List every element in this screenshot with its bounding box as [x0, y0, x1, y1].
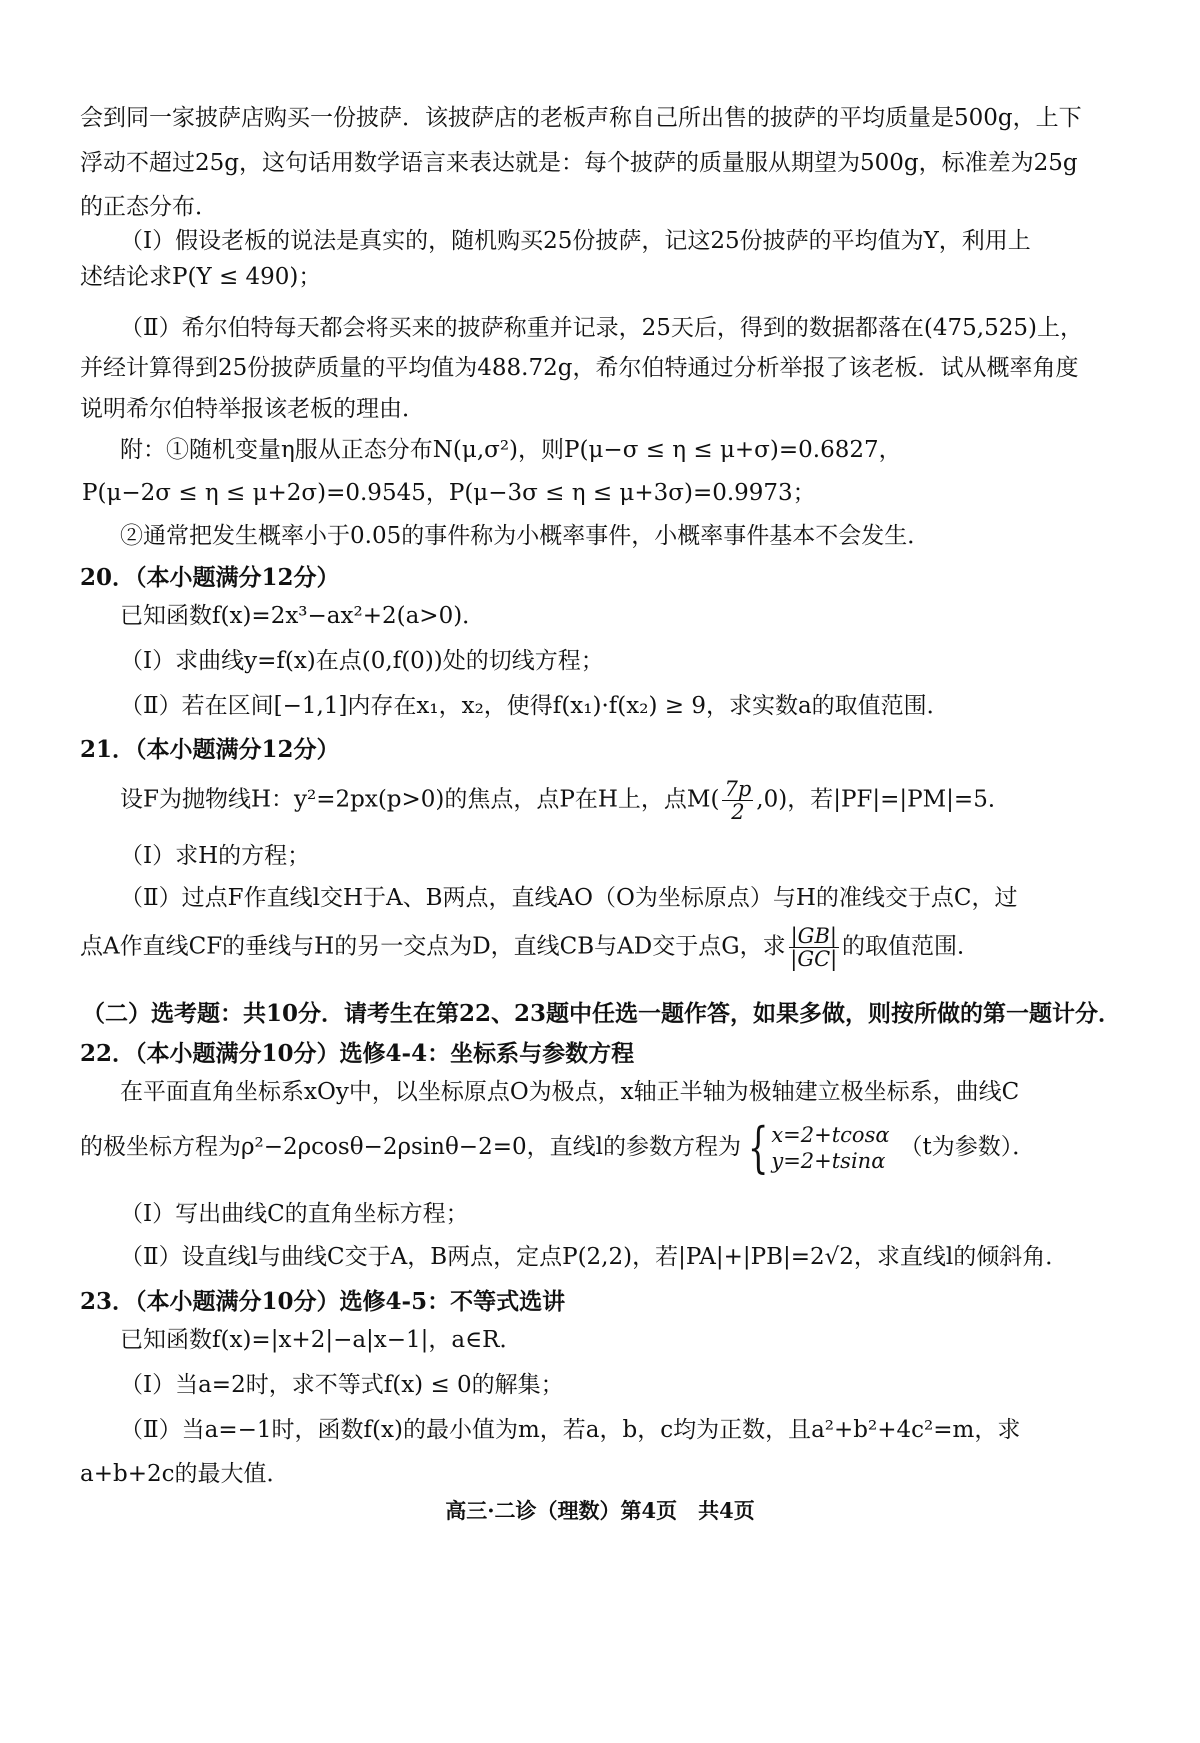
- q20-part2: （Ⅱ）若在区间[−1,1]内存在x₁，x₂，使得f(x₁)·f(x₂) ≥ 9，求实数a的取值范围．: [120, 693, 950, 719]
- q21-heading: 21．（本小题满分12分）: [80, 736, 340, 763]
- q21-part2-line-1: （Ⅱ）过点F作直线l交H于A、B两点，直线AO（O为坐标原点）与H的准线交于点C，过: [120, 885, 1018, 911]
- q23-part2-line-2: a+b+2c的最大值．: [80, 1461, 290, 1487]
- q22-line-2-post: （t为参数）．: [899, 1134, 1036, 1160]
- q20-function: 已知函数f(x)=2x³−ax²+2(a>0)．: [120, 603, 486, 629]
- q21-fraction-den: 2: [731, 800, 745, 825]
- q19-part2-line-1: （Ⅱ）希尔伯特每天都会将买来的披萨称重并记录，25天后，得到的数据都落在(475,525)上，: [120, 315, 1083, 341]
- q22-line-1: 在平面直角坐标系xOy中，以坐标原点O为极点，x轴正半轴为极轴建立极坐标系，曲线C: [120, 1079, 1020, 1105]
- q21-statement-post: ,0)，若|PF|=|PM|=5．: [756, 786, 1011, 813]
- q19-line-2: 浮动不超过25g，这句话用数学语言来表达就是：每个披萨的质量服从期望为500g，标准差为25g: [80, 150, 1078, 176]
- q19-part2-line-2: 并经计算得到25份披萨质量的平均值为488.72g，希尔伯特通过分析举报了该老板．试从概率角度: [80, 355, 1079, 381]
- q23-function: 已知函数f(x)=|x+2|−a|x−1|，a∈R．: [120, 1327, 523, 1353]
- q21-part2-pre: 点A作直线CF的垂线与H的另一交点为D，直线CB与AD交于点G，求: [80, 933, 786, 960]
- q19-part1-line-1: （Ⅰ）假设老板的说法是真实的，随机购买25份披萨，记这25份披萨的平均值为Y，利用上: [120, 228, 1031, 254]
- brace-symbol: {: [747, 1116, 769, 1179]
- q21-fraction: [722, 778, 753, 823]
- q22-part2: （Ⅱ）设直线l与曲线C交于A，B两点，定点P(2,2)，若|PA|+|PB|=2√2，求直线l的倾斜角．: [120, 1244, 1069, 1270]
- q21-fraction-num: 7p: [724, 777, 752, 801]
- q21-ratio-num: |GB|: [790, 924, 837, 948]
- q22-line-2: [80, 1116, 1036, 1179]
- q21-part2-post: 的取值范围．: [841, 933, 980, 960]
- q20-heading: 20．（本小题满分12分）: [80, 564, 340, 591]
- page-footer: 高三·二诊（理数）第4页 共4页: [445, 1498, 755, 1523]
- q23-part1: （Ⅰ）当a=2时，求不等式f(x) ≤ 0的解集；: [120, 1372, 564, 1398]
- q22-line-2-pre: 的极坐标方程为ρ²−2ρcosθ−2ρsinθ−2=0，直线l的参数方程为: [80, 1134, 741, 1160]
- q19-note-2: P(μ−2σ ≤ η ≤ μ+2σ)=0.9545，P(μ−3σ ≤ η ≤ μ+3σ)=0.9973；: [82, 480, 816, 506]
- q20-part1: （Ⅰ）求曲线y=f(x)在点(0,f(0))处的切线方程；: [120, 648, 604, 674]
- q19-line-1: 会到同一家披萨店购买一份披萨．该披萨店的老板声称自己所出售的披萨的平均质量是500g，上下: [80, 105, 1082, 131]
- q22-heading: 22．（本小题满分10分）选修4-4：坐标系与参数方程: [80, 1040, 635, 1067]
- q21-statement-pre: 设F为抛物线H：y²=2px(p>0)的焦点，点P在H上，点M(: [120, 786, 720, 813]
- q21-part1: （Ⅰ）求H的方程；: [120, 843, 311, 869]
- q21-ratio-fraction: [789, 925, 839, 970]
- q19-part1-line-2: 述结论求P(Y ≤ 490)；: [80, 264, 322, 290]
- q22-part1: （Ⅰ）写出曲线C的直角坐标方程；: [120, 1201, 469, 1227]
- q21-part2-line-2: [80, 925, 980, 970]
- q21-ratio-den: |GC|: [790, 947, 838, 972]
- q19-line-3: 的正态分布．: [80, 194, 218, 220]
- q22-system-y: y=2+tsinα: [771, 1149, 886, 1173]
- section-2-heading: （二）选考题：共10分．请考生在第22、23题中任选一题作答，如果多做，则按所做的第一题计分．: [82, 1000, 1122, 1027]
- q21-statement: [120, 778, 1011, 823]
- q22-system-x: x=2+tcosα: [771, 1122, 890, 1147]
- q19-part2-line-3: 说明希尔伯特举报该老板的理由．: [80, 396, 425, 422]
- q22-parametric-system: [771, 1122, 889, 1175]
- q23-heading: 23．（本小题满分10分）选修4-5：不等式选讲: [80, 1288, 566, 1315]
- q19-note-1: 附：①随机变量η服从正态分布N(μ,σ²)，则P(μ−σ ≤ η ≤ μ+σ)=0.6827，: [120, 437, 902, 463]
- q19-note-3: ②通常把发生概率小于0.05的事件称为小概率事件，小概率事件基本不会发生．: [120, 523, 931, 549]
- q23-part2-line-1: （Ⅱ）当a=−1时，函数f(x)的最小值为m，若a，b，c均为正数，且a²+b²+4c²=m，求: [120, 1417, 1021, 1443]
